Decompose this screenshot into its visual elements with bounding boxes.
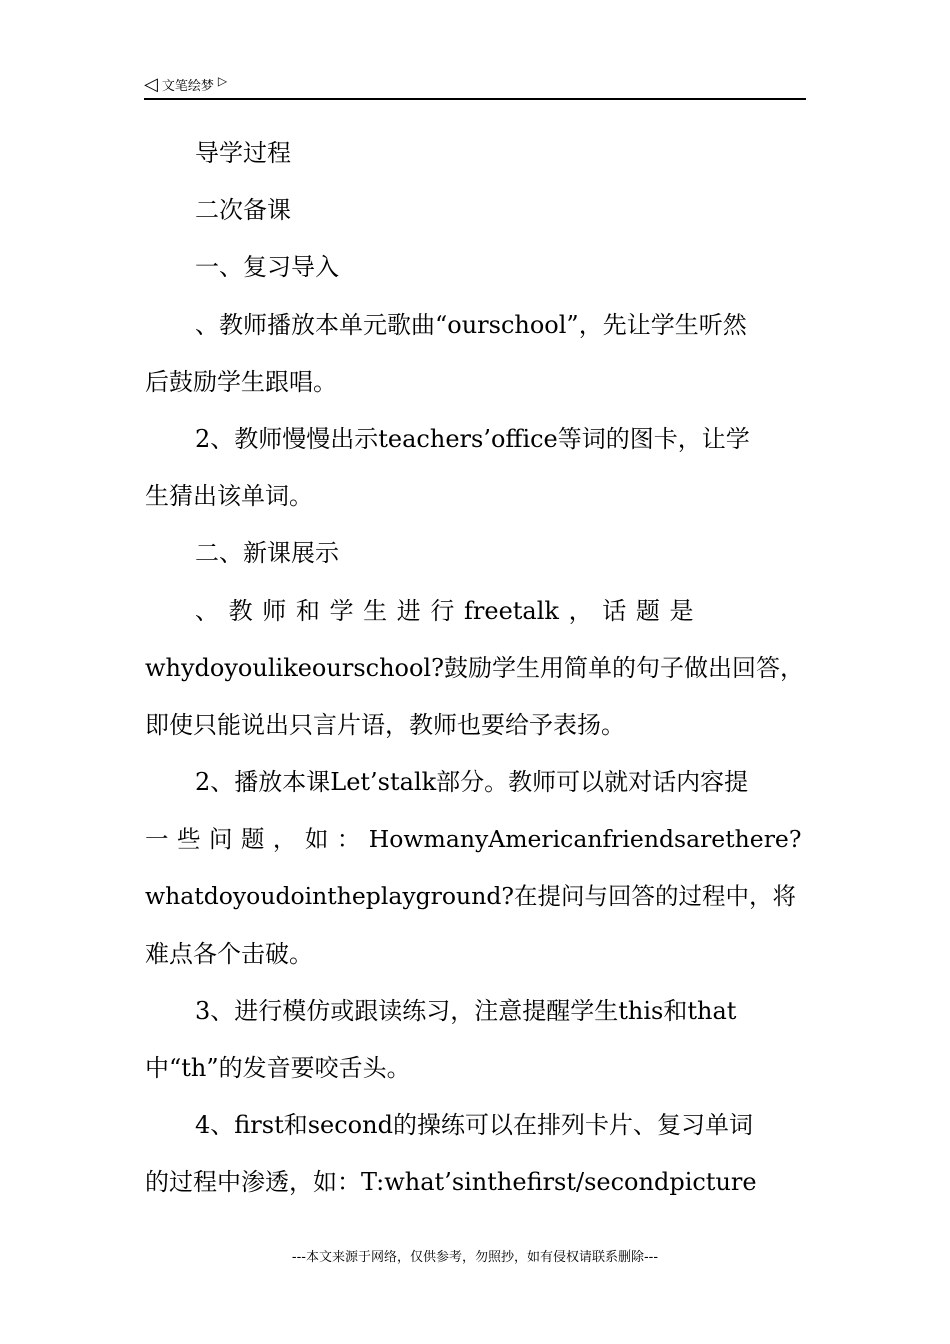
paragraph-line: 中“th”的发音要咬舌头。 <box>145 1054 411 1082</box>
left-triangle-icon: ◁ <box>144 74 158 95</box>
document-body <box>145 125 805 1212</box>
paragraph-line: whatdoyoudointheplayground?在提问与回答的过程中，将 <box>145 882 796 911</box>
paragraph-line: 、 教 师 和 学 生 进 行 freetalk ， 话 题 是 <box>195 596 694 625</box>
paragraph-line: 3、进行模仿或跟读练习，注意提醒学生this和that <box>195 996 737 1025</box>
header-title: 文笔绘梦 <box>161 79 214 94</box>
paragraph-line: 的过程中渗透，如：T:what’sinthefirst/secondpicture <box>145 1168 757 1197</box>
header-brand <box>144 74 227 95</box>
paragraph-line: 4、first和second的操练可以在排列卡片、复习单词 <box>195 1111 753 1140</box>
paragraph-line: 2、教师慢慢出示teachers’office等词的图卡，让学 <box>195 424 750 453</box>
paragraph-line: 后鼓励学生跟唱。 <box>145 367 337 396</box>
section-heading-new-lesson: 二、新课展示 <box>195 539 339 568</box>
paragraph-line: whydoyoulikeourschool?鼓励学生用简单的句子做出回答， <box>145 653 804 682</box>
page-footer: ---本文来源于网络，仅供参考，勿照抄，如有侵权请联系删除--- <box>291 1250 659 1265</box>
paragraph-line: 生猜出该单词。 <box>145 482 313 511</box>
paragraph-line: 难点各个击破。 <box>145 939 313 968</box>
paragraph-line: 一 些 问 题 ， 如 ： HowmanyAmericanfriendsarethere? <box>145 825 802 854</box>
paragraph-line: 2、播放本课Let’stalk部分。教师可以就对话内容提 <box>195 768 749 797</box>
section-heading-review: 一、复习导入 <box>195 253 339 282</box>
right-triangle-icon: ▷ <box>217 73 228 88</box>
paragraph-line: 、教师播放本单元歌曲“ourschool”，先让学生听然 <box>195 310 747 339</box>
heading-guided-learning: 导学过程 <box>195 139 291 167</box>
paragraph-line: 即使只能说出只言片语，教师也要给予表扬。 <box>145 710 625 739</box>
page-header <box>144 72 806 100</box>
heading-second-prep: 二次备课 <box>195 196 291 225</box>
